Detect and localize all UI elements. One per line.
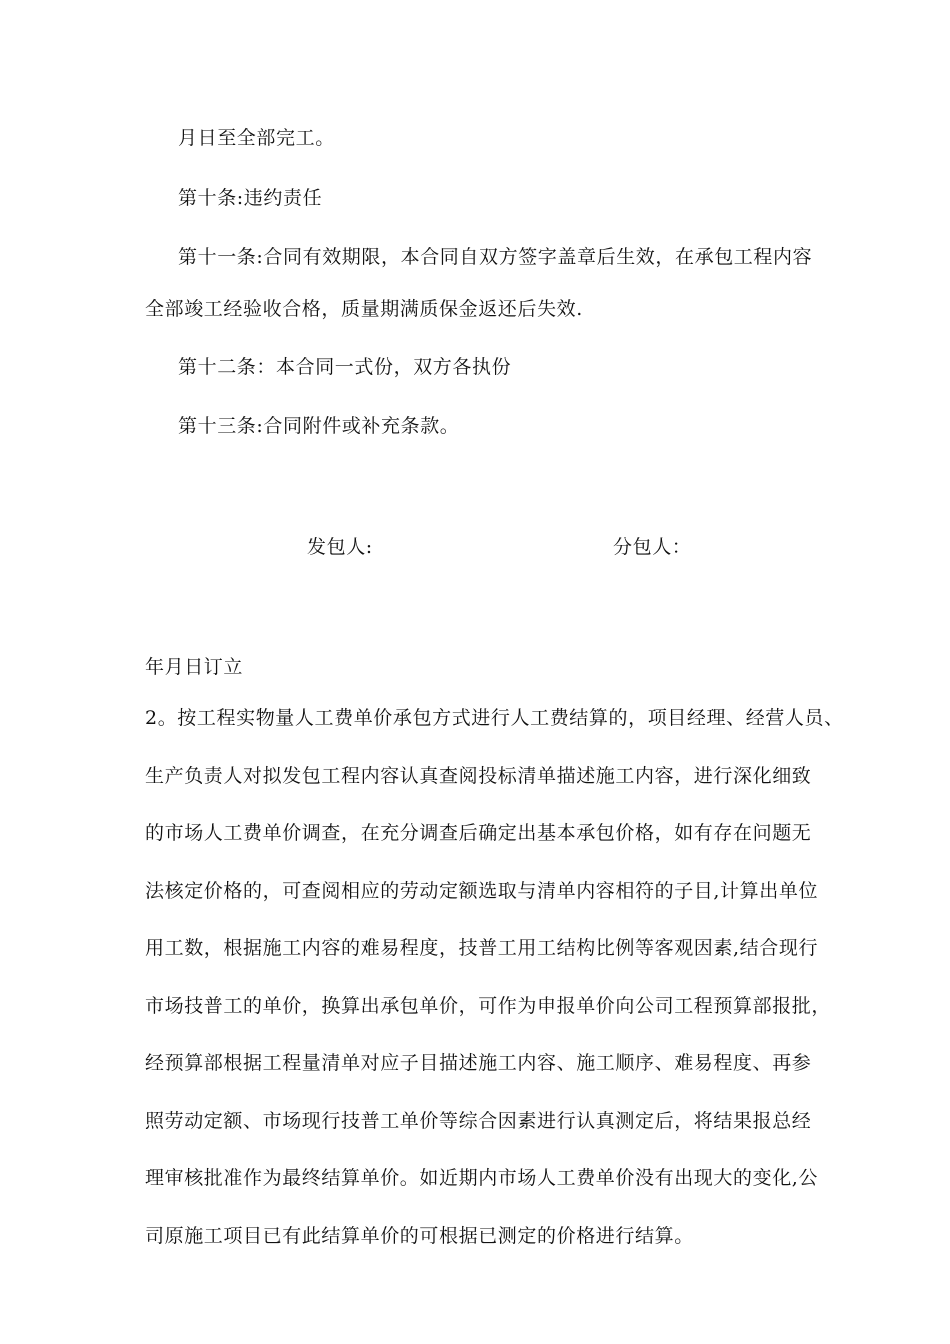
- paragraph-line: 2。按工程实物量人工费单价承包方式进行人工费结算的，项目经理、经营人员、: [145, 707, 844, 729]
- paragraph-line: 法核定价格的，可查阅相应的劳动定额选取与清单内容相符的子目,计算出单位: [145, 879, 819, 902]
- paragraph-line: 用工数，根据施工内容的难易程度，技普工用工结构比例等客观因素,结合现行: [145, 937, 819, 959]
- clause-12-copies: 第十二条：本合同一式份，双方各执份: [178, 356, 512, 378]
- clause-text-completion: 月日至全部完工。: [178, 127, 335, 149]
- employer-signature-label: 发包人:: [307, 536, 373, 558]
- clause-13-attachments: 第十三条:合同附件或补充条款。: [178, 415, 460, 437]
- paragraph-line: 的市场人工费单价调查，在充分调查后确定出基本承包价格，如有存在问题无: [145, 822, 812, 844]
- clause-11-validity: 第十一条:合同有效期限，本合同自双方签字盖章后生效，在承包工程内容: [178, 246, 813, 268]
- signing-date-line: 年月日订立: [145, 656, 244, 678]
- paragraph-line: 生产负责人对拟发包工程内容认真查阅投标清单描述施工内容，进行深化细致: [145, 764, 812, 787]
- subcontractor-signature-label: 分包人：: [613, 536, 692, 558]
- paragraph-line: 照劳动定额、市场现行技普工单价等综合因素进行认真测定后，将结果报总经: [145, 1109, 812, 1132]
- paragraph-2: [145, 706, 844, 1281]
- paragraph-line: 经预算部根据工程量清单对应子目描述施工内容、施工顺序、难易程度、再参: [145, 1052, 812, 1074]
- clause-11-validity-cont: 全部竣工经验收合格，质量期满质保金返还后失效.: [145, 298, 583, 320]
- paragraph-line: 司原施工项目已有此结算单价的可根据已测定的价格进行结算。: [145, 1224, 694, 1247]
- paragraph-line: 市场技普工的单价，换算出承包单价，可作为申报单价向公司工程预算部报批，: [145, 994, 832, 1017]
- paragraph-line: 理审核批准作为最终结算单价。如近期内市场人工费单价没有出现大的变化,公: [145, 1167, 819, 1189]
- clause-10-breach: 第十条:违约责任: [178, 187, 323, 209]
